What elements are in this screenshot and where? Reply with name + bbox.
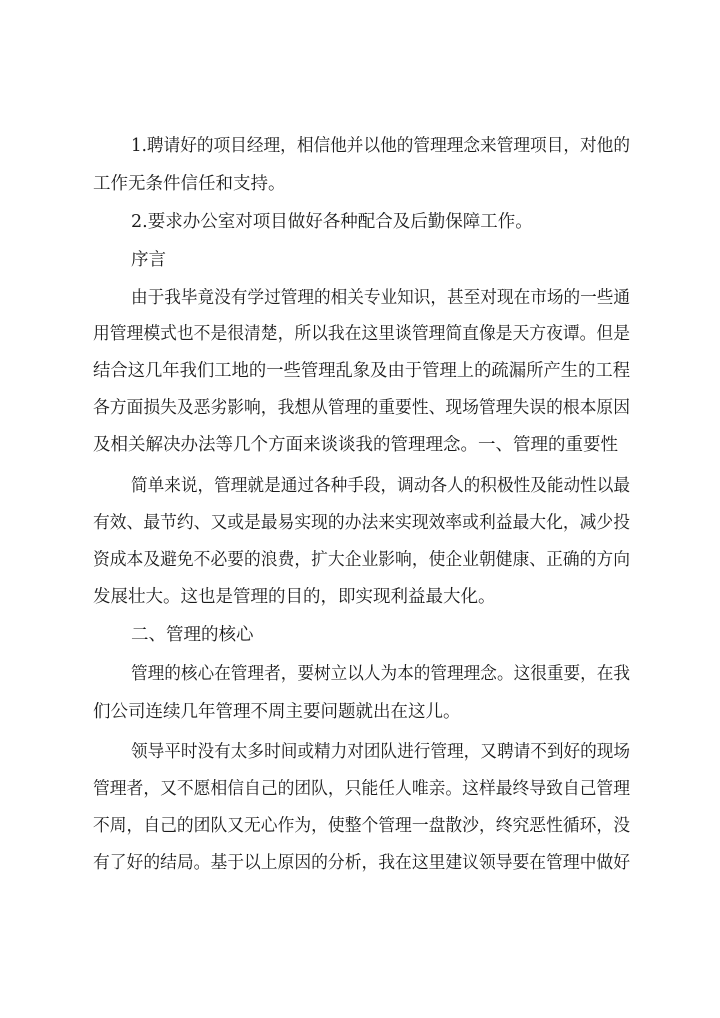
text-line: 发展壮大。这也是管理的目的，即实现利益最大化。: [93, 587, 496, 607]
heading-text: 序言: [131, 250, 166, 270]
text-line: 有效、最节约、又或是最易实现的办法来实现效率或利益最大化，减少投: [93, 513, 630, 533]
paragraph-preface-line-3: [0, 353, 720, 389]
paragraph-importance-line-2: [0, 505, 720, 541]
text-line: 不周，自己的团队又无心作为，使整个管理一盘散沙，终究恶性循环，没: [93, 816, 630, 836]
paragraph-item-1-line-2: [0, 166, 720, 202]
text-line: 各方面损失及恶劣影响，我想从管理的重要性、现场管理失误的根本原因: [93, 398, 630, 418]
text-line: 们公司连续几年管理不周主要问题就出在这儿。: [93, 702, 461, 722]
text-line: 2.要求办公室对项目做好各种配合及后勤保障工作。: [131, 212, 533, 232]
text-line: 由于我毕竟没有学过管理的相关专业知识，甚至对现在市场的一些通: [131, 288, 631, 308]
text-line: 有了好的结局。基于以上原因的分析，我在这里建议领导要在管理中做好: [93, 853, 630, 873]
text-line: 1.聘请好的项目经理，相信他并以他的管理理念来管理项目，对他的: [131, 136, 630, 156]
paragraph-item-2-line-1: [0, 204, 720, 240]
paragraph-core-2-line-2: [0, 771, 720, 807]
paragraph-core-2-line-3: [0, 808, 720, 844]
paragraph-item-1-line-1: [0, 128, 720, 164]
text-line: 管理的核心在管理者，要树立以人为本的管理理念。这很重要，在我: [131, 664, 631, 684]
paragraph-core-1-line-2: [0, 694, 720, 730]
text-line: 领导平时没有太多时间或精力对团队进行管理，又聘请不到好的现场: [131, 742, 631, 762]
heading-text: 二、管理的核心: [131, 625, 254, 645]
text-line: 用管理模式也不是很清楚，所以我在这里谈管理简直像是天方夜谭。但是: [93, 324, 630, 344]
paragraph-preface-line-4: [0, 390, 720, 426]
text-line: 工作无条件信任和支持。: [93, 174, 286, 194]
preface-heading: [0, 242, 720, 278]
paragraph-importance-line-1: [0, 468, 720, 504]
paragraph-importance-line-3: [0, 542, 720, 578]
paragraph-preface-line-5: [0, 427, 720, 463]
text-line: 资成本及避免不必要的浪费，扩大企业影响，使企业朝健康、正确的方向: [93, 550, 630, 570]
core-heading: [0, 617, 720, 653]
paragraph-core-2-line-1: [0, 734, 720, 770]
text-line: 简单来说，管理就是通过各种手段，调动各人的积极性及能动性以最: [131, 476, 631, 496]
paragraph-preface-line-1: [0, 280, 720, 316]
paragraph-importance-line-4: [0, 579, 720, 615]
paragraph-core-1-line-1: [0, 656, 720, 692]
text-line: 及相关解决办法等几个方面来谈谈我的管理理念。一、管理的重要性: [93, 435, 618, 455]
paragraph-preface-line-2: [0, 316, 720, 352]
text-line: 管理者，又不愿相信自己的团队，只能任人唯亲。这样最终导致自己管理: [93, 779, 630, 799]
text-line: 结合这几年我们工地的一些管理乱象及由于管理上的疏漏所产生的工程: [93, 361, 631, 381]
paragraph-core-2-line-4: [0, 845, 720, 881]
